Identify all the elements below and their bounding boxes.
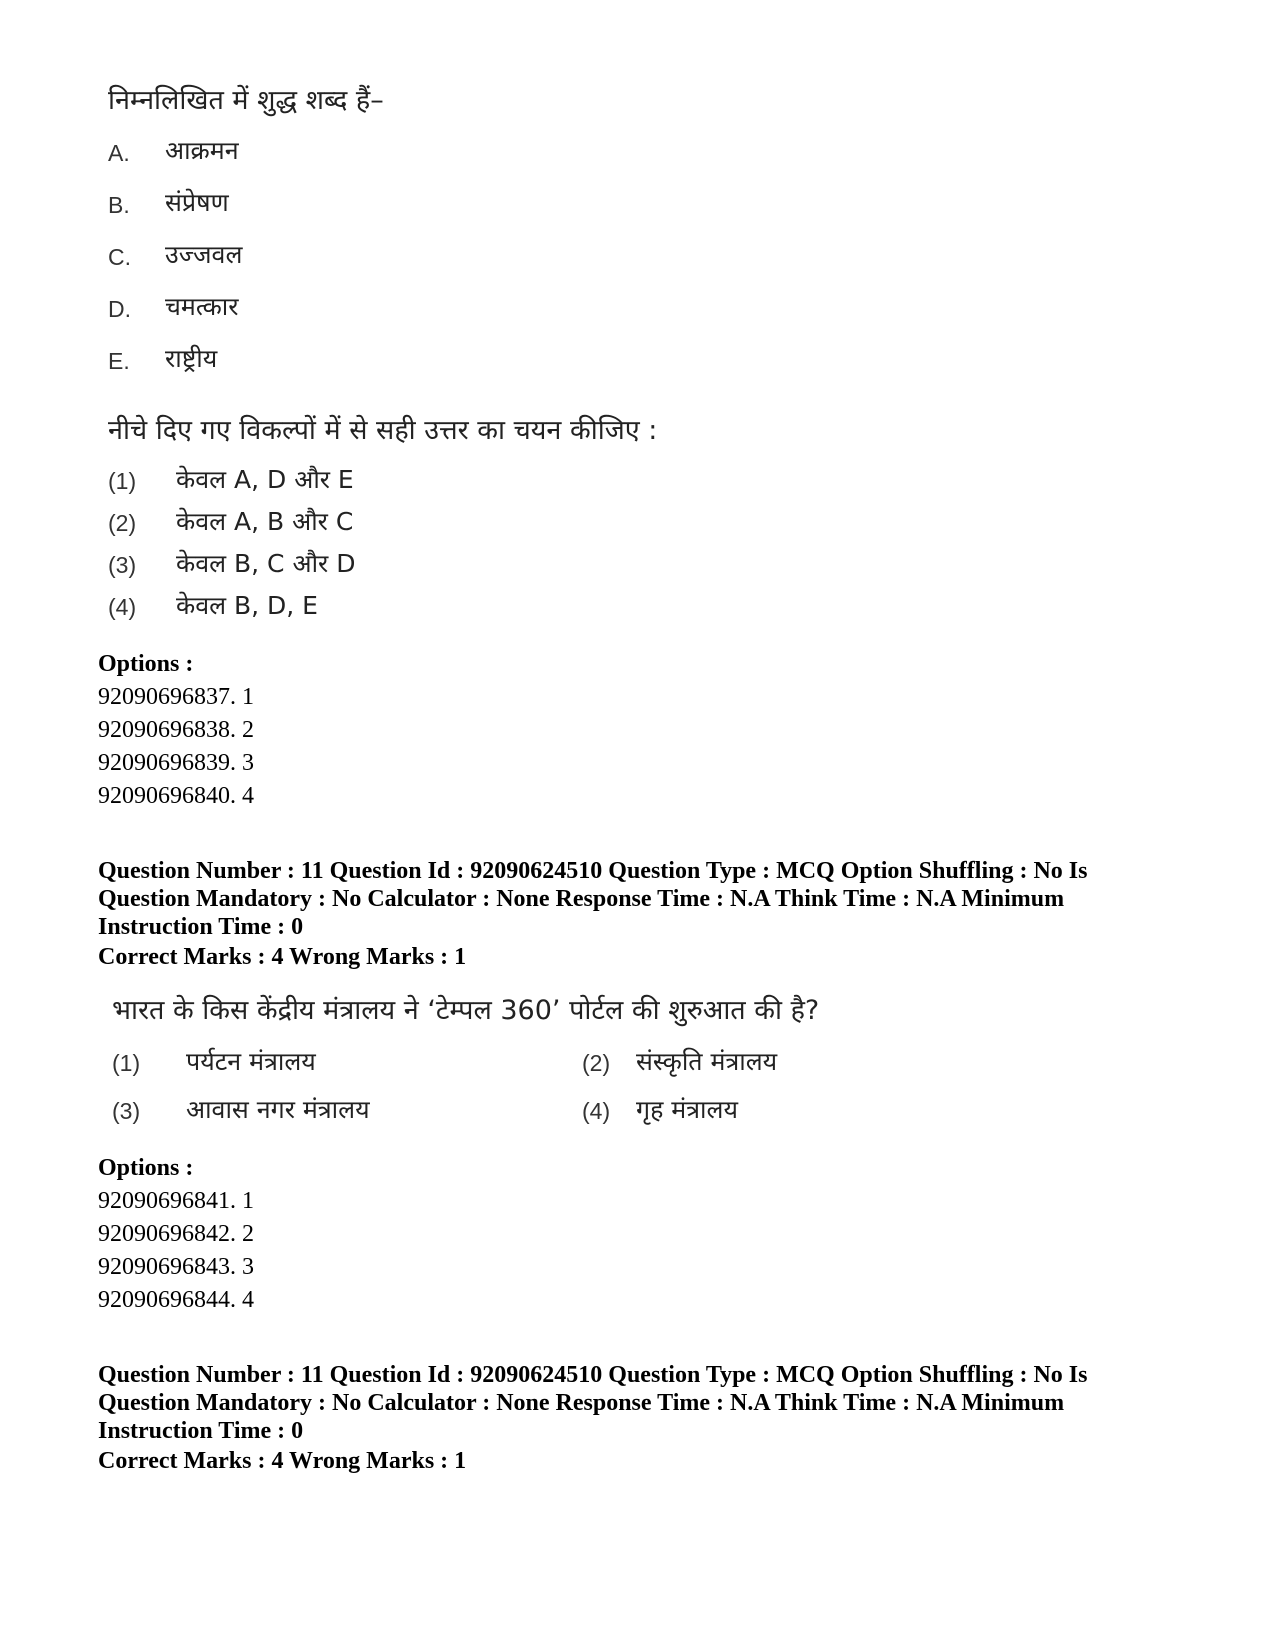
option-line: 92090696839. 3 bbox=[98, 750, 254, 776]
option-line: 92090696842. 2 bbox=[98, 1221, 254, 1247]
question-1-image bbox=[0, 0, 1275, 640]
question-meta-header: Question Number : 11 Question Id : 92090624510 Question Type : MCQ Option Shuffling : No Is Question Mandatory : No Calculator : None Response Time : N.A Think Time : N.A Minimum Instruction Time : 0 bbox=[98, 1362, 1088, 1444]
item-letter: B. bbox=[108, 192, 130, 218]
question-2-image bbox=[0, 980, 1275, 1140]
item-letter: E. bbox=[108, 348, 130, 374]
item-letter: A. bbox=[108, 140, 130, 166]
options-label: Options : bbox=[98, 1155, 194, 1181]
question-1-prompt: निम्नलिखित में शुद्ध शब्द हैं– bbox=[108, 85, 384, 116]
choice-number: (2) bbox=[108, 510, 137, 536]
choice-number: (4) bbox=[582, 1098, 611, 1124]
item-text: उज्जवल bbox=[165, 240, 243, 269]
option-line: 92090696838. 2 bbox=[98, 717, 254, 743]
question-1-instruction: नीचे दिए गए विकल्पों में से सही उत्तर का चयन कीजिए : bbox=[108, 415, 658, 446]
item-letter: D. bbox=[108, 296, 131, 322]
choice-text: केवल A, B और C bbox=[176, 507, 354, 536]
choice-number: (4) bbox=[108, 594, 137, 620]
choice-text: केवल B, C और D bbox=[176, 549, 356, 578]
question-meta-header: Question Number : 11 Question Id : 92090624510 Question Type : MCQ Option Shuffling : No Is Question Mandatory : No Calculator : None Response Time : N.A Think Time : N.A Minimum Instruction Time : 0 bbox=[98, 858, 1088, 940]
choice-text: आवास नगर मंत्रालय bbox=[186, 1095, 370, 1124]
question-marks: Correct Marks : 4 Wrong Marks : 1 bbox=[98, 944, 467, 970]
question-marks: Correct Marks : 4 Wrong Marks : 1 bbox=[98, 1448, 467, 1474]
option-line: 92090696840. 4 bbox=[98, 783, 254, 809]
item-letter: C. bbox=[108, 244, 131, 270]
choice-number: (3) bbox=[112, 1098, 141, 1124]
choice-number: (3) bbox=[108, 552, 137, 578]
option-line: 92090696841. 1 bbox=[98, 1188, 254, 1214]
choice-number: (2) bbox=[582, 1050, 611, 1076]
option-line: 92090696837. 1 bbox=[98, 684, 254, 710]
item-text: संप्रेषण bbox=[165, 188, 229, 217]
choice-text: पर्यटन मंत्रालय bbox=[186, 1047, 316, 1076]
choice-text: संस्कृति मंत्रालय bbox=[636, 1047, 778, 1076]
choice-text: गृह मंत्रालय bbox=[636, 1095, 738, 1124]
choice-text: केवल B, D, E bbox=[176, 591, 318, 620]
item-text: चमत्कार bbox=[165, 292, 239, 321]
item-text: आक्रमन bbox=[165, 136, 239, 165]
choice-number: (1) bbox=[108, 468, 137, 494]
choice-text: केवल A, D और E bbox=[176, 465, 354, 494]
question-2-prompt: भारत के किस केंद्रीय मंत्रालय ने ‘टेम्पल 360’ पोर्टल की शुरुआत की है? bbox=[112, 995, 820, 1026]
item-text: राष्ट्रीय bbox=[165, 344, 218, 373]
option-line: 92090696844. 4 bbox=[98, 1287, 254, 1313]
choice-number: (1) bbox=[112, 1050, 141, 1076]
option-line: 92090696843. 3 bbox=[98, 1254, 254, 1280]
options-label: Options : bbox=[98, 651, 194, 677]
